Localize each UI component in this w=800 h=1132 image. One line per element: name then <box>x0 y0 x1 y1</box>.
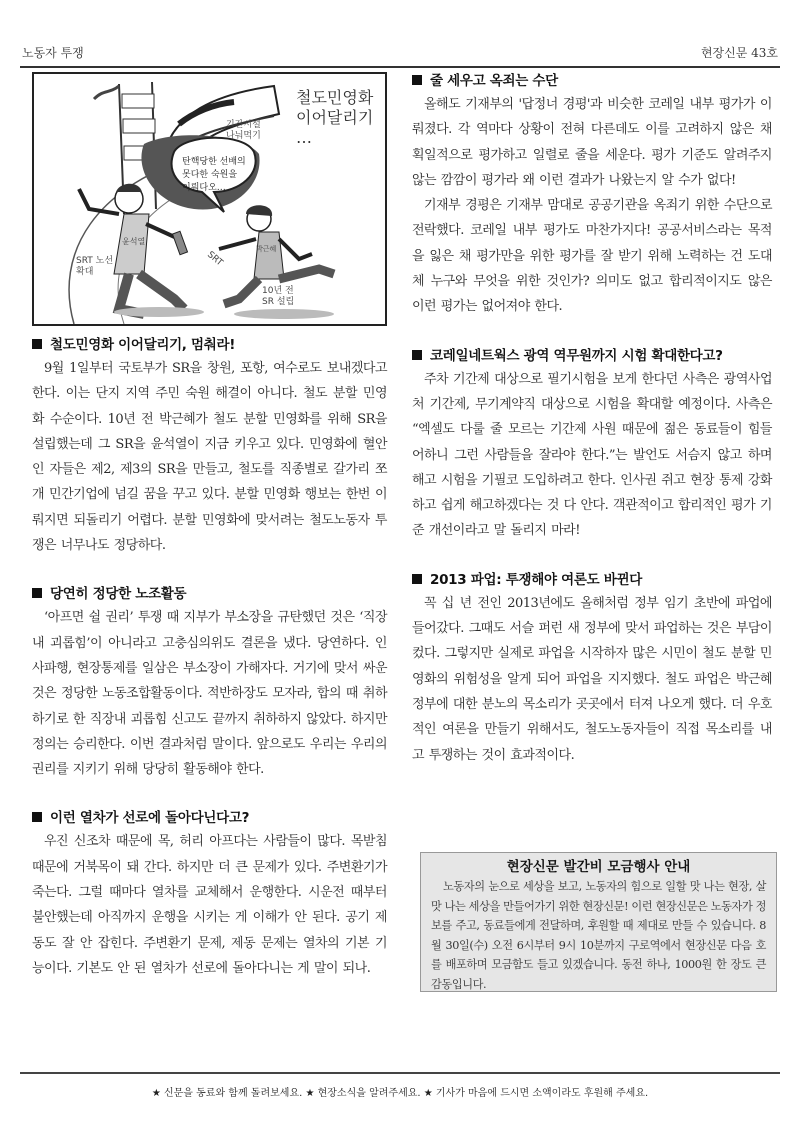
label-line: SR 설립 <box>262 297 295 307</box>
page-header <box>22 44 778 64</box>
article-2 <box>32 583 387 782</box>
label-line: 확대 <box>76 267 94 277</box>
bottom-divider <box>20 1072 780 1074</box>
article-5 <box>412 345 772 544</box>
cartoon-label-srt-expansion <box>76 256 113 278</box>
footer-text: ★ 신문을 동료와 함께 돌려보세요. ★ 현장소식을 알려주세요. ★ 기사가 마음에 드시면 소액이라도 후원해 주세요. <box>151 1088 649 1099</box>
left-column <box>32 70 387 981</box>
bubble-line: 탄핵당한 선배의 <box>182 157 246 167</box>
issue-number: 현장신문 43호 <box>700 46 778 60</box>
article-body: 우진 신조차 때문에 목, 허리 아프다는 사람들이 많다. 목받침 때문에 거북목이 돼 간다. 하지만 더 큰 문제가 있다. 주변환기가 죽는다. 그럴 때마다 열차를 교체해서 운행한다. 시운전 때부터 불안했는데 아직까지 운행을 시키는 게 이해가 안 된다. 공기 제동도 잘 안 잡힌다. 주변환기 문제, 제동 문제는 열차의 기본 기능이다. 기본도 안 된 열차가 선로에 돌아다니는 게 말이 되나. <box>32 834 387 976</box>
spacer <box>32 558 387 583</box>
label-line: 기간시설 <box>226 120 261 130</box>
label-line: 나눠먹기 <box>226 131 261 141</box>
article-title <box>32 334 387 356</box>
runner-back-name: 박근혜 <box>256 245 277 253</box>
article-title <box>32 807 387 829</box>
cartoon-title <box>296 88 373 148</box>
label-line: 10년 전 <box>262 286 294 296</box>
bubble-line: 이뤄다오… <box>182 183 226 193</box>
spacer <box>412 320 772 345</box>
article-title <box>412 569 772 591</box>
cartoon-label-train <box>226 120 261 142</box>
article-title-text: 이런 열차가 선로에 돌아다닌다고? <box>50 810 250 827</box>
article-1 <box>32 334 387 558</box>
square-bullet-icon <box>32 339 42 349</box>
article-body: 꼭 십 년 전인 2013년에도 올해처럼 정부 임기 초반에 파업에 들어갔다. 그때도 서슬 퍼런 새 정부에 맞서 파업하는 것은 부담이 컸다. 그렇지만 실제로 파업을 시작하자 많은 시민이 철도 분할 민영화의 위험성을 알게 되어 파업을 지지했다. 철도 파업은 박근혜 정부에 대한 분노의 목소리가 곳곳에서 터져 나오게 했다. 더 우호적인 여론을 만들기 위해서도, 철도노동자들이 직접 목소리를 내고 투쟁하는 것이 효과적이다. <box>412 595 772 763</box>
article-title-text: 철도민영화 이어달리기, 멈춰라! <box>50 337 236 353</box>
square-bullet-icon <box>412 574 422 584</box>
article-6 <box>412 569 772 768</box>
square-bullet-icon <box>412 75 422 85</box>
cartoon-illustration <box>32 72 387 326</box>
article-title-text: 코레일네트웍스 광역 역무원까지 시험 확대한다고? <box>430 347 723 364</box>
article-body: ‘아프면 쉴 권리’ 투쟁 때 지부가 부소장을 규탄했던 것은 ‘직장내 괴롭힘’이 아니라고 고충심의위도 결론을 냈다. 당연하다. 인사파행, 현장통제를 일삼은 부소장이 가해자다. 거기에 맞서 싸운 것은 정당한 노동조합활동이다. 적반하장도 모자라, 합의 때 취하하기로 한 직장내 괴롭힘 신고도 끝까지 취하하지 않았다. 하지만 정의는 승리한다. 이번 결과처럼 말이다. 앞으로도 우리는 우리의 권리를 지키기 위해 당당히 활동해야 한다. <box>32 610 387 778</box>
article-title <box>32 583 387 605</box>
square-bullet-icon <box>412 350 422 360</box>
notice-body: 노동자의 눈으로 세상을 보고, 노동자의 힘으로 일할 맛 나는 현장, 살 맛 나는 세상을 만들어가기 위한 현장신문! 이런 현장신문은 노동자가 정보를 주고, 동료들에게 전달하며, 후원할 때 제대로 만들 수 있습니다. 8월 30일(수) 오전 6시부터 9시 10분까지 구로역에서 현장신문 다음 호를 배포하며 모금함도 들고 있겠습니다. 동전 하나, 1000원 한 장도 큰 감동입니다. <box>431 880 766 991</box>
cartoon-title-line: 철도민영화 <box>296 88 374 107</box>
cartoon-title-line: … <box>296 128 312 147</box>
fundraising-notice-box <box>420 852 777 992</box>
spacer <box>412 544 772 569</box>
article-body: 기재부 경평은 기재부 맘대로 공공기관을 옥죄기 위한 수단으로 전락했다. 코레일 내부 평가도 마찬가지다! 공공서비스라는 목적을 잃은 채 평가만을 위한 평가를 잘 받기 위해 노력하는 건 도대체 누구와 무엇을 위한 것인가? 의미도 없고 합리적이지도 않은 이런 평가는 없어져야 한다. <box>412 198 772 315</box>
article-title-text: 줄 세우고 옥죄는 수단 <box>430 73 558 89</box>
article-4 <box>412 70 772 320</box>
notice-title: 현장신문 발간비 모금행사 안내 <box>506 859 691 875</box>
bubble-line: 못다한 숙원을 <box>182 170 238 180</box>
cartoon-label-sr-founding <box>262 286 294 308</box>
article-3 <box>32 807 387 981</box>
article-title <box>412 70 772 92</box>
article-body: 9월 1일부터 국토부가 SR을 창원, 포항, 여수로도 보내겠다고 한다. 이는 단지 지역 주민 숙원 해결이 아니다. 철도 분할 민영화 수순이다. 10년 전 박근혜가 철도 분할 민영화를 위해 SR을 설립했는데 그 SR을 윤석열이 지금 키우고 있다. 민영화에 혈안인 자들은 제2, 제3의 SR을 만들고, 철도를 직종별로 갈가리 쪼개 민간기업에 넘길 꿈을 꾸고 있다. 분할 민영화 행보는 한번 이뤄지면 되돌리기 어렵다. 분할 민영화에 맞서려는 철도노동자 투쟁은 너무나도 정당하다. <box>32 361 387 554</box>
article-title <box>412 345 772 367</box>
article-body: 올해도 기재부의 '답정너 경평'과 비슷한 코레일 내부 평가가 이뤄졌다. 각 역마다 상황이 전혀 다른데도 이를 고려하지 않은 채 획일적으로 평가하고 일렬로 줄을 세운다. 평가 기준도 알려주지 않는 깜깜이 평가라 왜 이런 결과가 나왔는지 알 수가 없다! <box>412 97 772 188</box>
section-label: 노동자 투쟁 <box>22 46 84 60</box>
square-bullet-icon <box>32 588 42 598</box>
right-column <box>412 70 772 768</box>
top-divider <box>20 66 780 68</box>
label-line: SRT 노선 <box>76 256 114 266</box>
runner-front-name: 윤석열 <box>122 237 146 246</box>
speech-bubble-text <box>182 156 262 195</box>
spacer <box>32 782 387 807</box>
cartoon-title-line: 이어달리기 <box>296 108 374 127</box>
article-body: 주차 기간제 대상으로 필기시험을 보게 한다던 사측은 광역사업처 기간제, 무기계약직 대상으로 시험을 확대할 예정이다. 사측은 “엑셀도 다룰 줄 모르는 기간제 사원 때문에 젊은 동료들이 힘들어하니 그런 사람들을 잘라야 한다.”는 발언도 서슴지 않고 하며 해고 시험을 기필코 도입하려고 한다. 인사권 쥐고 현장 통제 강화하고 쉽게 해고하겠다는 것 다 안다. 객관적이고 합리적인 평가 기준 개선이라고 말 돌리지 마라! <box>412 371 772 539</box>
article-title-text: 당연히 정당한 노조활동 <box>50 586 187 603</box>
square-bullet-icon <box>32 812 42 822</box>
cartoon-label-baton: SRT <box>205 249 225 269</box>
article-title-text: 2013 파업: 투쟁해야 여론도 바뀐다 <box>430 571 642 588</box>
